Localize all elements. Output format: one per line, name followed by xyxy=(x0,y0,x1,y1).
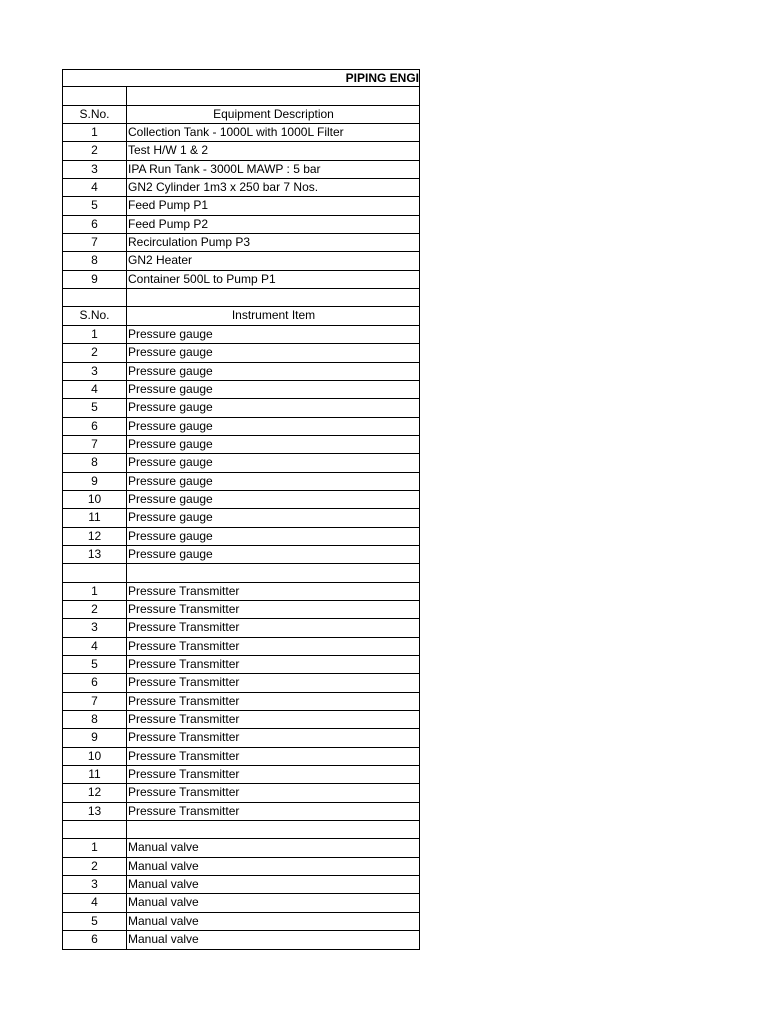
description-cell[interactable]: Pressure Transmitter xyxy=(127,748,420,766)
table-row xyxy=(62,161,420,179)
description-cell[interactable]: Feed Pump P1 xyxy=(127,197,420,215)
sno-cell[interactable]: 6 xyxy=(62,418,127,436)
table-row xyxy=(62,876,420,894)
sno-cell[interactable]: 2 xyxy=(62,142,127,160)
sno-cell[interactable]: 8 xyxy=(62,711,127,729)
sno-cell[interactable] xyxy=(62,289,127,307)
sno-cell[interactable]: 7 xyxy=(62,234,127,252)
description-cell[interactable]: Pressure gauge xyxy=(127,381,420,399)
description-cell[interactable]: Pressure gauge xyxy=(127,473,420,491)
table-row xyxy=(62,418,420,436)
table-row xyxy=(62,491,420,509)
spreadsheet-table xyxy=(62,69,420,950)
description-cell[interactable]: Pressure gauge xyxy=(127,399,420,417)
description-cell[interactable]: Pressure Transmitter xyxy=(127,674,420,692)
sno-cell[interactable]: 12 xyxy=(62,528,127,546)
description-cell[interactable]: Manual valve xyxy=(127,894,420,912)
blank-row xyxy=(62,821,420,839)
sno-cell[interactable]: 7 xyxy=(62,436,127,454)
description-cell[interactable]: Pressure gauge xyxy=(127,528,420,546)
sno-cell[interactable]: 4 xyxy=(62,638,127,656)
table-row xyxy=(62,252,420,270)
table-row xyxy=(62,839,420,857)
sno-cell[interactable]: 12 xyxy=(62,784,127,802)
description-cell[interactable]: Pressure Transmitter xyxy=(127,693,420,711)
sno-cell[interactable]: 8 xyxy=(62,454,127,472)
sno-cell[interactable]: 9 xyxy=(62,271,127,289)
description-cell[interactable]: Instrument Item xyxy=(127,307,420,325)
table-row xyxy=(62,619,420,637)
sno-cell[interactable] xyxy=(62,564,127,582)
sno-cell[interactable]: S.No. xyxy=(62,307,127,325)
description-cell[interactable]: Equipment Description xyxy=(127,106,420,124)
sno-cell[interactable]: 3 xyxy=(62,619,127,637)
table-row xyxy=(62,656,420,674)
description-cell[interactable]: Pressure Transmitter xyxy=(127,766,420,784)
blank-row xyxy=(62,564,420,582)
sno-cell[interactable]: 13 xyxy=(62,803,127,821)
table-row xyxy=(62,894,420,912)
description-cell[interactable]: Pressure gauge xyxy=(127,491,420,509)
table-row xyxy=(62,271,420,289)
table-row xyxy=(62,601,420,619)
description-cell[interactable]: Pressure gauge xyxy=(127,509,420,527)
title-row xyxy=(62,69,420,87)
description-cell[interactable]: Pressure Transmitter xyxy=(127,601,420,619)
description-cell[interactable]: Collection Tank - 1000L with 1000L Filter xyxy=(127,124,420,142)
sno-cell[interactable]: 10 xyxy=(62,491,127,509)
table-row xyxy=(62,693,420,711)
sno-cell[interactable]: 4 xyxy=(62,381,127,399)
table-row xyxy=(62,124,420,142)
description-cell[interactable]: IPA Run Tank - 3000L MAWP : 5 bar xyxy=(127,161,420,179)
sheet-title[interactable]: PIPING ENGI xyxy=(62,69,420,87)
description-cell[interactable]: Pressure gauge xyxy=(127,436,420,454)
description-cell[interactable]: Pressure gauge xyxy=(127,326,420,344)
sno-cell[interactable] xyxy=(62,87,127,105)
table-row xyxy=(62,399,420,417)
table-row xyxy=(62,326,420,344)
sno-cell[interactable]: 11 xyxy=(62,766,127,784)
table-row xyxy=(62,344,420,362)
description-cell[interactable] xyxy=(127,821,420,839)
table-row xyxy=(62,748,420,766)
table-row xyxy=(62,142,420,160)
header-row xyxy=(62,106,420,124)
sno-cell[interactable]: 1 xyxy=(62,839,127,857)
sno-cell[interactable]: 7 xyxy=(62,693,127,711)
sno-cell[interactable]: 6 xyxy=(62,931,127,949)
table-row xyxy=(62,528,420,546)
table-row xyxy=(62,509,420,527)
description-cell[interactable] xyxy=(127,87,420,105)
description-cell[interactable]: Manual valve xyxy=(127,839,420,857)
table-row xyxy=(62,674,420,692)
sno-cell[interactable]: 8 xyxy=(62,252,127,270)
table-row xyxy=(62,381,420,399)
sno-cell[interactable]: 3 xyxy=(62,161,127,179)
description-cell[interactable]: Pressure Transmitter xyxy=(127,784,420,802)
table-row xyxy=(62,638,420,656)
description-cell[interactable]: Manual valve xyxy=(127,858,420,876)
table-row xyxy=(62,711,420,729)
sno-cell[interactable]: 5 xyxy=(62,913,127,931)
sno-cell[interactable]: 5 xyxy=(62,197,127,215)
description-cell[interactable]: Pressure gauge xyxy=(127,546,420,564)
sno-cell[interactable]: 5 xyxy=(62,656,127,674)
table-row xyxy=(62,363,420,381)
table-row xyxy=(62,454,420,472)
table-row xyxy=(62,216,420,234)
blank-row xyxy=(62,87,420,105)
sno-cell[interactable]: 11 xyxy=(62,509,127,527)
description-cell[interactable]: Pressure Transmitter xyxy=(127,803,420,821)
table-row xyxy=(62,197,420,215)
sno-cell[interactable]: S.No. xyxy=(62,106,127,124)
description-cell[interactable]: Pressure Transmitter xyxy=(127,638,420,656)
sno-cell[interactable]: 9 xyxy=(62,473,127,491)
description-cell[interactable]: Pressure Transmitter xyxy=(127,729,420,747)
sno-cell[interactable]: 1 xyxy=(62,124,127,142)
description-cell[interactable]: Pressure Transmitter xyxy=(127,619,420,637)
sno-cell[interactable]: 1 xyxy=(62,326,127,344)
table-row xyxy=(62,803,420,821)
description-cell[interactable]: GN2 Cylinder 1m3 x 250 bar 7 Nos. xyxy=(127,179,420,197)
sno-cell[interactable]: 1 xyxy=(62,583,127,601)
sno-cell[interactable]: 2 xyxy=(62,601,127,619)
header-row xyxy=(62,307,420,325)
sno-cell[interactable]: 6 xyxy=(62,674,127,692)
description-cell[interactable] xyxy=(127,289,420,307)
sno-cell[interactable]: 5 xyxy=(62,399,127,417)
sno-cell[interactable]: 13 xyxy=(62,546,127,564)
table-row xyxy=(62,473,420,491)
sno-cell[interactable]: 3 xyxy=(62,363,127,381)
sno-cell[interactable]: 3 xyxy=(62,876,127,894)
sno-cell[interactable]: 9 xyxy=(62,729,127,747)
table-body xyxy=(62,87,420,949)
table-row xyxy=(62,729,420,747)
description-cell[interactable]: Pressure gauge xyxy=(127,344,420,362)
sno-cell[interactable] xyxy=(62,821,127,839)
description-cell[interactable]: Pressure gauge xyxy=(127,418,420,436)
description-cell[interactable]: Pressure Transmitter xyxy=(127,656,420,674)
table-row xyxy=(62,234,420,252)
table-row xyxy=(62,179,420,197)
sno-cell[interactable]: 4 xyxy=(62,179,127,197)
table-row xyxy=(62,858,420,876)
description-cell[interactable]: Container 500L to Pump P1 xyxy=(127,271,420,289)
sno-cell[interactable]: 4 xyxy=(62,894,127,912)
description-cell[interactable]: Test H/W 1 & 2 xyxy=(127,142,420,160)
table-row xyxy=(62,583,420,601)
sno-cell[interactable]: 10 xyxy=(62,748,127,766)
blank-row xyxy=(62,289,420,307)
table-row xyxy=(62,931,420,949)
table-row xyxy=(62,766,420,784)
description-cell[interactable]: Pressure gauge xyxy=(127,454,420,472)
sno-cell[interactable]: 2 xyxy=(62,344,127,362)
description-cell[interactable]: Pressure Transmitter xyxy=(127,583,420,601)
description-cell[interactable]: Manual valve xyxy=(127,913,420,931)
description-cell[interactable]: Recirculation Pump P3 xyxy=(127,234,420,252)
table-row xyxy=(62,784,420,802)
description-cell[interactable]: GN2 Heater xyxy=(127,252,420,270)
table-row xyxy=(62,546,420,564)
description-cell[interactable] xyxy=(127,564,420,582)
description-cell[interactable]: Manual valve xyxy=(127,876,420,894)
table-row xyxy=(62,436,420,454)
table-row xyxy=(62,913,420,931)
sno-cell[interactable]: 6 xyxy=(62,216,127,234)
description-cell[interactable]: Manual valve xyxy=(127,931,420,949)
description-cell[interactable]: Pressure Transmitter xyxy=(127,711,420,729)
description-cell[interactable]: Pressure gauge xyxy=(127,363,420,381)
description-cell[interactable]: Feed Pump P2 xyxy=(127,216,420,234)
sno-cell[interactable]: 2 xyxy=(62,858,127,876)
